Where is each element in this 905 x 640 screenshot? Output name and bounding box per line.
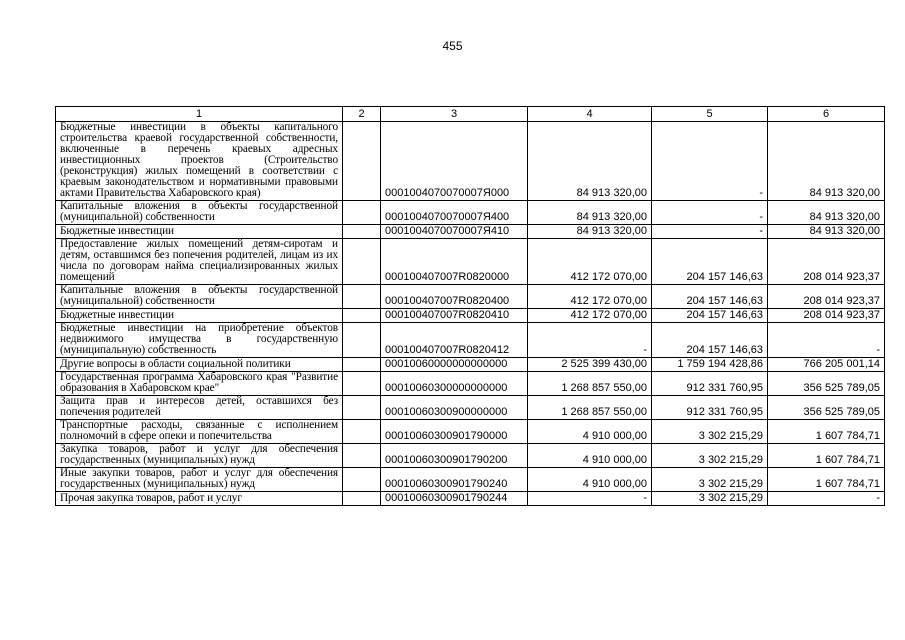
table-row — [56, 122, 885, 201]
table-row — [56, 323, 885, 358]
row-amount-remaining: 356 525 789,05 — [768, 396, 885, 420]
row-classification-code: 0001004070070007Я400 — [381, 201, 528, 225]
table-row — [56, 468, 885, 492]
row-classification-code: 00010060300000000000 — [381, 372, 528, 396]
row-amount-approved: - — [528, 323, 652, 358]
row-col2-empty — [343, 492, 381, 506]
table-row — [56, 492, 885, 506]
column-header: 3 — [381, 107, 528, 122]
row-col2-empty — [343, 372, 381, 396]
row-amount-approved: 4 910 000,00 — [528, 468, 652, 492]
row-description: Бюджетные инвестиции — [56, 225, 343, 239]
row-amount-executed: 204 157 146,63 — [652, 309, 768, 323]
row-amount-executed: 3 302 215,29 — [652, 492, 768, 506]
row-amount-approved: 1 268 857 550,00 — [528, 396, 652, 420]
row-col2-empty — [343, 309, 381, 323]
row-amount-executed: 204 157 146,63 — [652, 323, 768, 358]
row-classification-code: 00010060300901790240 — [381, 468, 528, 492]
row-classification-code: 000100407007R0820400 — [381, 285, 528, 309]
row-amount-approved: 84 913 320,00 — [528, 201, 652, 225]
table-body — [56, 122, 885, 506]
row-col2-empty — [343, 396, 381, 420]
row-amount-executed: 3 302 215,29 — [652, 420, 768, 444]
row-description: Капитальные вложения в объекты государственной (муниципальной) собственности — [56, 201, 343, 225]
row-amount-executed: 912 331 760,95 — [652, 372, 768, 396]
table-row — [56, 396, 885, 420]
column-header: 1 — [56, 107, 343, 122]
row-description: Бюджетные инвестиции в объекты капитального строительства краевой государственной собственности, включенные в перечень краевых адресных инвестиционных проектов (Строительство (реконструкция) жилых помещений в соответствии с краевым законодательством и нормативными правовыми актами Правительства Хабаровского края) — [56, 122, 343, 201]
row-amount-approved: 1 268 857 550,00 — [528, 372, 652, 396]
row-classification-code: 000100407007R0820412 — [381, 323, 528, 358]
row-col2-empty — [343, 358, 381, 372]
row-amount-approved: 412 172 070,00 — [528, 285, 652, 309]
row-amount-approved: 412 172 070,00 — [528, 239, 652, 285]
row-col2-empty — [343, 239, 381, 285]
row-amount-executed: 3 302 215,29 — [652, 444, 768, 468]
budget-table — [55, 106, 885, 506]
column-header: 6 — [768, 107, 885, 122]
row-amount-executed: 3 302 215,29 — [652, 468, 768, 492]
row-amount-approved: 84 913 320,00 — [528, 225, 652, 239]
row-description: Другие вопросы в области социальной политики — [56, 358, 343, 372]
row-classification-code: 00010060300900000000 — [381, 396, 528, 420]
row-amount-approved: - — [528, 492, 652, 506]
row-amount-remaining: - — [768, 323, 885, 358]
row-col2-empty — [343, 201, 381, 225]
row-description: Прочая закупка товаров, работ и услуг — [56, 492, 343, 506]
row-amount-executed: 912 331 760,95 — [652, 396, 768, 420]
row-col2-empty — [343, 285, 381, 309]
row-classification-code: 000100407007R0820410 — [381, 309, 528, 323]
row-classification-code: 0001004070070007Я000 — [381, 122, 528, 201]
table-row — [56, 239, 885, 285]
table-row — [56, 420, 885, 444]
row-amount-executed: 204 157 146,63 — [652, 285, 768, 309]
row-description: Иные закупки товаров, работ и услуг для обеспечения государственных (муниципальных) нужд — [56, 468, 343, 492]
table-row — [56, 444, 885, 468]
row-amount-remaining: 356 525 789,05 — [768, 372, 885, 396]
row-amount-remaining: 84 913 320,00 — [768, 122, 885, 201]
row-amount-approved: 84 913 320,00 — [528, 122, 652, 201]
row-classification-code: 000100407007R0820000 — [381, 239, 528, 285]
row-amount-remaining: 1 607 784,71 — [768, 468, 885, 492]
row-classification-code: 0001004070070007Я410 — [381, 225, 528, 239]
row-description: Закупка товаров, работ и услуг для обеспечения государственных (муниципальных) нужд — [56, 444, 343, 468]
row-amount-executed: 204 157 146,63 — [652, 239, 768, 285]
row-classification-code: 00010060300901790244 — [381, 492, 528, 506]
row-amount-remaining: 84 913 320,00 — [768, 225, 885, 239]
table-header-row — [56, 107, 885, 122]
row-amount-remaining: 84 913 320,00 — [768, 201, 885, 225]
row-amount-executed: - — [652, 225, 768, 239]
row-classification-code: 00010060300901790000 — [381, 420, 528, 444]
row-amount-executed: - — [652, 201, 768, 225]
row-amount-remaining: 208 014 923,37 — [768, 309, 885, 323]
row-amount-executed: - — [652, 122, 768, 201]
row-description: Государственная программа Хабаровского края "Развитие образования в Хабаровском крае" — [56, 372, 343, 396]
row-col2-empty — [343, 323, 381, 358]
row-description: Предоставление жилых помещений детям-сиротам и детям, оставшимся без попечения родителей, лицам из их числа по договорам найма специализированных жилых помещений — [56, 239, 343, 285]
row-amount-approved: 2 525 399 430,00 — [528, 358, 652, 372]
column-header: 2 — [343, 107, 381, 122]
row-description: Бюджетные инвестиции на приобретение объектов недвижимого имущества в государственную (муниципальную) собственность — [56, 323, 343, 358]
row-amount-remaining: 208 014 923,37 — [768, 239, 885, 285]
row-classification-code: 00010060300901790200 — [381, 444, 528, 468]
row-amount-remaining: 208 014 923,37 — [768, 285, 885, 309]
table-row — [56, 372, 885, 396]
row-description: Капитальные вложения в объекты государственной (муниципальной) собственности — [56, 285, 343, 309]
row-col2-empty — [343, 420, 381, 444]
row-amount-approved: 412 172 070,00 — [528, 309, 652, 323]
row-amount-approved: 4 910 000,00 — [528, 420, 652, 444]
column-header: 4 — [528, 107, 652, 122]
row-col2-empty — [343, 122, 381, 201]
row-amount-remaining: 1 607 784,71 — [768, 444, 885, 468]
table-row — [56, 225, 885, 239]
table-row — [56, 309, 885, 323]
row-amount-remaining: 1 607 784,71 — [768, 420, 885, 444]
page-number: 455 — [442, 39, 463, 53]
row-amount-executed: 1 759 194 428,86 — [652, 358, 768, 372]
row-description: Бюджетные инвестиции — [56, 309, 343, 323]
row-description: Транспортные расходы, связанные с исполнением полномочий в сфере опеки и попечительства — [56, 420, 343, 444]
row-col2-empty — [343, 444, 381, 468]
row-amount-approved: 4 910 000,00 — [528, 444, 652, 468]
row-col2-empty — [343, 468, 381, 492]
table-row — [56, 285, 885, 309]
row-amount-remaining: 766 205 001,14 — [768, 358, 885, 372]
table-row — [56, 358, 885, 372]
row-col2-empty — [343, 225, 381, 239]
row-amount-remaining: - — [768, 492, 885, 506]
row-description: Защита прав и интересов детей, оставшихся без попечения родителей — [56, 396, 343, 420]
table-row — [56, 201, 885, 225]
row-classification-code: 00010060000000000000 — [381, 358, 528, 372]
column-header: 5 — [652, 107, 768, 122]
